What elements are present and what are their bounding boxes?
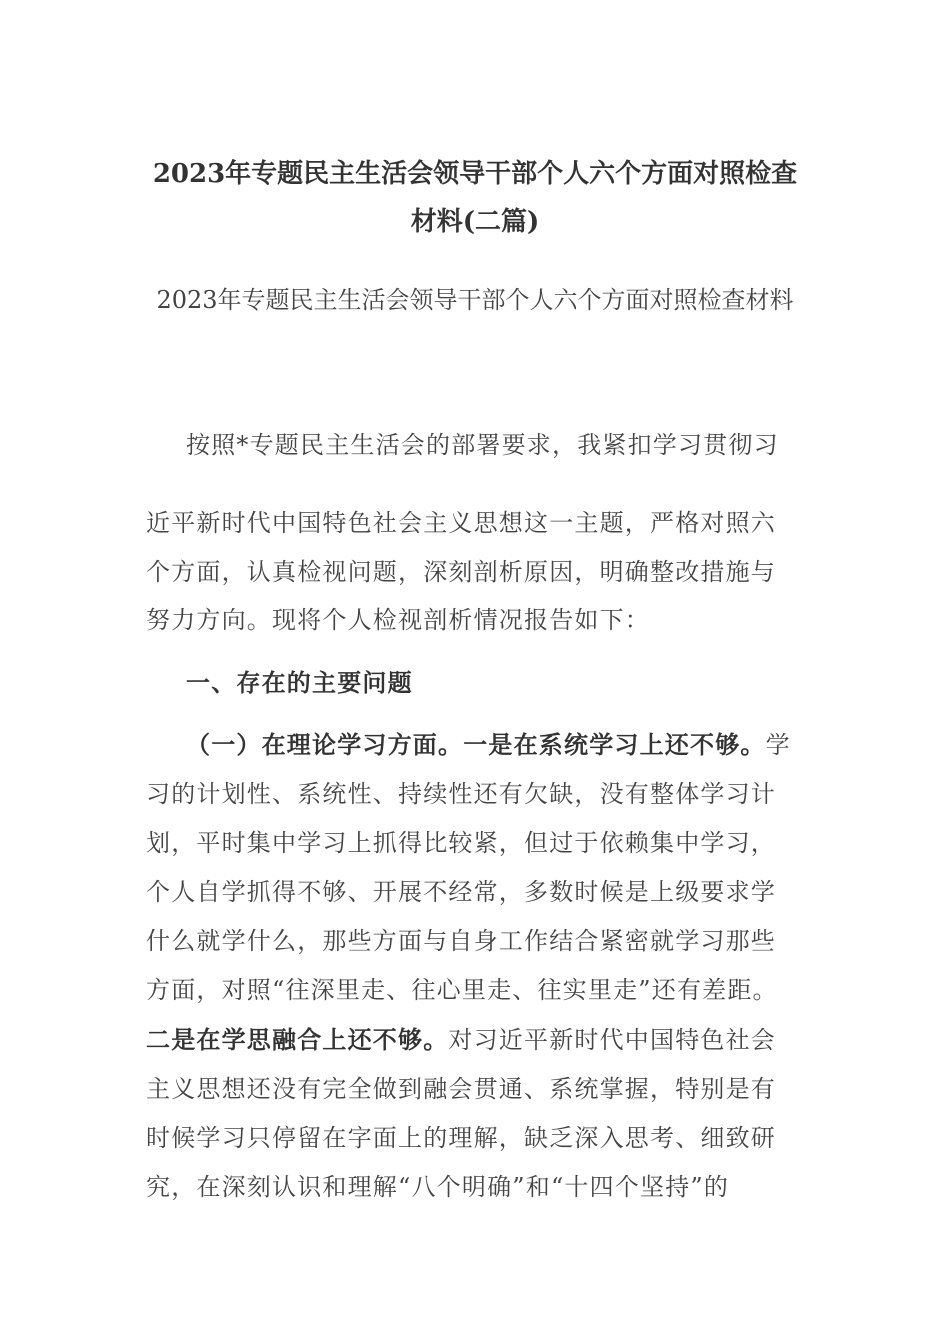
section-heading: 一、存在的主要问题: [186, 668, 413, 697]
paragraph-line: 方面，对照“往深里走、往心里走、往实里走”还有差距。: [146, 976, 778, 1004]
body-text: 学: [765, 731, 791, 759]
intro-line: 按照*专题民主生活会的部署要求，我紧扣学习贯彻习: [186, 431, 779, 459]
paragraph-line: 究，在深刻认识和理解“八个明确”和“十四个坚持”的: [146, 1173, 730, 1201]
paragraph-line: [186, 730, 846, 760]
paragraph-line: 习的计划性、系统性、持续性还有欠缺，没有整体学习计: [146, 780, 776, 808]
bold-lead: 二是在学思融合上还不够。: [146, 1025, 449, 1054]
document-subtitle: 2023年专题民主生活会领导干部个人六个方面对照检查材料: [156, 286, 794, 314]
paragraph-line: 划，平时集中学习上抓得比较紧，但过于依赖集中学习，: [146, 829, 776, 857]
intro-line: 个方面，认真检视问题，深刻剖析原因，明确整改措施与: [146, 558, 776, 586]
paragraph-line: 时候学习只停留在字面上的理解，缺乏深入思考、细致研: [146, 1124, 776, 1152]
intro-line: 近平新时代中国特色社会主义思想这一主题，严格对照六: [146, 509, 776, 537]
body-text: 对习近平新时代中国特色社会: [448, 1026, 777, 1054]
intro-line: 努力方向。现将个人检视剖析情况报告如下：: [146, 606, 650, 634]
paragraph-line: 主义思想还没有完全做到融会贯通、系统掌握，特别是有: [146, 1075, 776, 1103]
paragraph-line: 什么就学什么，那些方面与自身工作结合紧密就学习那些: [146, 927, 776, 955]
paragraph-line: 个人自学抓得不够、开展不经常，多数时候是上级要求学: [146, 878, 776, 906]
bold-lead: （一）在理论学习方面。一是在系统学习上还不够。: [186, 730, 766, 759]
paragraph-line: [146, 1025, 806, 1055]
document-title: 2023年专题民主生活会领导干部个人六个方面对照检查材料(二篇): [152, 159, 798, 237]
